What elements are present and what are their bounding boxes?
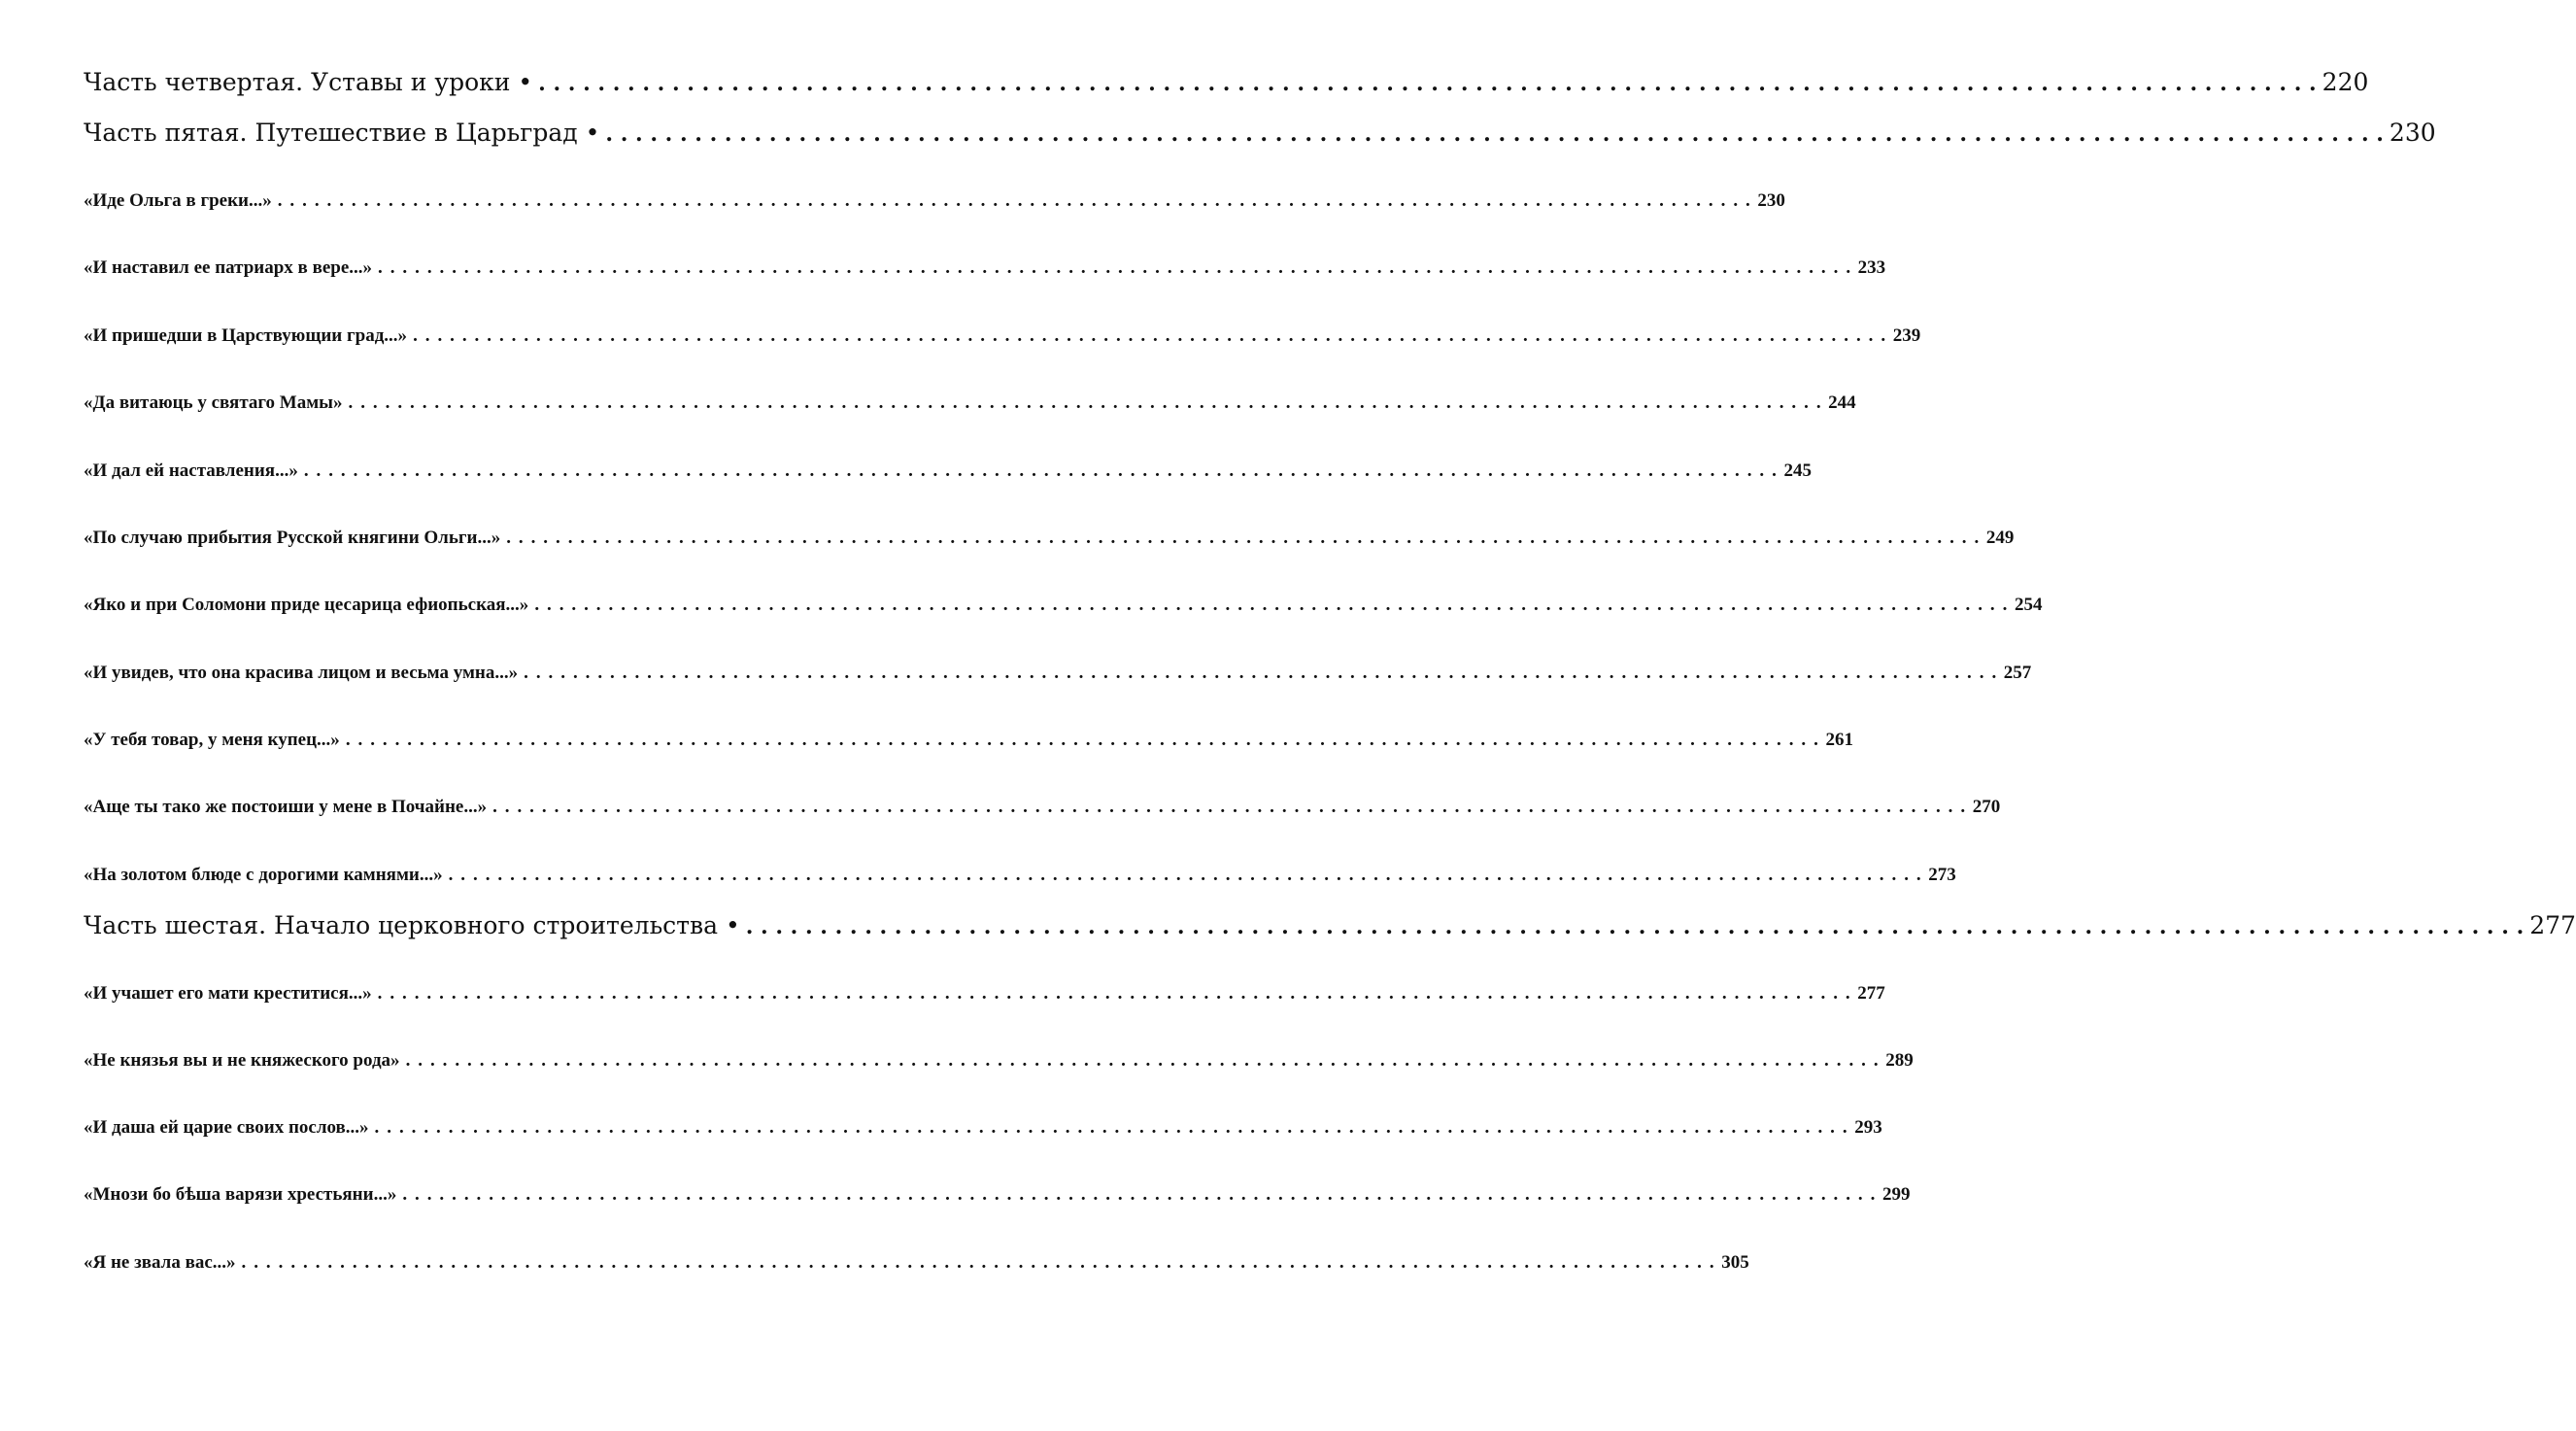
- toc-part-entry: [84, 911, 2576, 939]
- dot-leader: . . . . . . . . . . . . . . . . . . . . . . . . . . . . . . . . . . . . . . . . . . . . . . . . . . . . . . . . . . . . . . . . . . . . . . . . . . . . . . . . . . . . . . . . . . . . . . . . . . . . . . . . . . . . . . . . . . . . . . . .: [303, 460, 1779, 481]
- toc-chapter-entry: [84, 528, 2015, 549]
- toc-entry-title: «Яко и при Соломони приде цесарица ефиопьская...»: [84, 595, 529, 615]
- toc-entry-title: «И увидев, что она красива лицом и весьма умна...»: [84, 663, 519, 683]
- toc-chapter-entry: [84, 460, 1812, 482]
- toc-entry-page: 257: [2003, 663, 2032, 683]
- toc-chapter-entry: [84, 1252, 1749, 1274]
- toc-entry-title: Часть шестая. Начало церковного строительства •: [84, 911, 740, 939]
- dot-leader: . . . . . . . . . . . . . . . . . . . . . . . . . . . . . . . . . . . . . . . . . . . . . . . . . . . . . . . . . . . . . . . . . . . . . . . . . . . . . . . . . . . . . . . . . . . . . . . . . . . . . . . . . . . . . . . . . . . . . . . .: [492, 797, 1967, 817]
- toc-chapter-entry: [84, 392, 1856, 414]
- toc-entry-title: «И пришедши в Царствующии град...»: [84, 325, 408, 346]
- dot-leader: . . . . . . . . . . . . . . . . . . . . . . . . . . . . . . . . . . . . . . . . . . . . . . . . . . . . . . . . . . . . . . . . . . . . . . . . . . . . . . . . . . . . . . . . . . . . . . . . . . . . . . . . . . . . . . . . . . . . . . . .: [348, 392, 1823, 413]
- toc-entry-title: «Иде Ольга в греки...»: [84, 190, 272, 211]
- dot-leader: . . . . . . . . . . . . . . . . . . . . . . . . . . . . . . . . . . . . . . . . . . . . . . . . . . . . . . . . . . . . . . . . . . . . . . . . . . . . . . . . . . . . . . . . . . . . . . . . . . . . . . . . . . . . . . . . . . . . . . . .: [448, 865, 1923, 885]
- toc-part-entry: [84, 68, 2369, 96]
- toc-entry-page: 270: [1972, 797, 2001, 817]
- toc-entry-page: 289: [1885, 1050, 1914, 1071]
- dot-leader: . . . . . . . . . . . . . . . . . . . . . . . . . . . . . . . . . . . . . . . . . . . . . . . . . . . . . . . . . . . . . . . . . . . . . . . . . . . . . . . . . . . . . . . . . . . . . . . . . . . . . . . . . . . . . . . . . . . . . . . .: [345, 730, 1820, 750]
- toc-entry-page: 293: [1854, 1117, 1882, 1138]
- toc-entry-title: «И дал ей наставления...»: [84, 460, 298, 481]
- toc-entry-page: 273: [1928, 865, 1956, 885]
- toc-entry-page: 261: [1825, 730, 1853, 750]
- toc-entry-title: «И наставил ее патриарх в вере...»: [84, 257, 373, 278]
- dot-leader: . . . . . . . . . . . . . . . . . . . . . . . . . . . . . . . . . . . . . . . . . . . . . . . . . . . . . . . . . . . . . . . . . . . . . . . . . . . . . . . . . . . . . . . . . . . . . . . . . . . . . . . . . . . . . . . . . . . . . . . .: [405, 1050, 1881, 1071]
- toc-entry-title: «На золотом блюде с дорогими камнями...»: [84, 865, 443, 885]
- toc-entry-page: 233: [1857, 257, 1886, 278]
- toc-chapter-entry: [84, 595, 2043, 616]
- dot-leader: . . . . . . . . . . . . . . . . . . . . . . . . . . . . . . . . . . . . . . . . . . . . . . . . . . . . . . . . . . . . . . . . . . . . . . . . . . . . . . . . . . . . . . . . . . . . . . . . . . . . . . . . . . . . . . . . . . . . . . . .: [413, 325, 1887, 346]
- toc-entry-page: 230: [1757, 190, 1785, 211]
- dot-leader: . . . . . . . . . . . . . . . . . . . . . . . . . . . . . . . . . . . . . . . . . . . . . . . . . . . . . . . . . . . . . . . . . . . . . . . . . . . . . . . . . . . . . . . . . . . . . . . . . . . . . . . . . . . . . . . . . . . . . . . .: [241, 1252, 1716, 1273]
- toc-entry-title: «Да витаюць у святаго Мамы»: [84, 392, 343, 413]
- toc-chapter-entry: [84, 983, 1885, 1005]
- toc-chapter-entry: [84, 730, 1853, 751]
- toc-chapter-entry: [84, 325, 1921, 347]
- toc-chapter-entry: [84, 1184, 1911, 1206]
- toc-entry-title: «Мнози бо бѣша варязи хрестьяни...»: [84, 1184, 397, 1205]
- toc-entry-title: «И учашет его мати креститися...»: [84, 983, 372, 1004]
- toc-chapter-entry: [84, 865, 1956, 886]
- dot-leader: . . . . . . . . . . . . . . . . . . . . . . . . . . . . . . . . . . . . . . . . . . . . . . . . . . . . . . . . . . . . . . . . . . . . . . . . . . . . . . . . . . . . . . . . . . . . . . . . . . . . . . . . . . . . . . . . . . . . . . . .: [374, 1117, 1849, 1138]
- toc-part-entry: [84, 119, 2436, 147]
- dot-leader: . . . . . . . . . . . . . . . . . . . . . . . . . . . . . . . . . . . . . . . . . . . . . . . . . . . . . . . . . . . . . . . . . . . . . . . . . . . . . . . . . . . . . . . . . . . . . . . . . . . . . . . . . . . . . . . . . . . . . . . .: [506, 528, 1981, 548]
- toc-chapter-entry: [84, 663, 2032, 684]
- dot-leader: . . . . . . . . . . . . . . . . . . . . . . . . . . . . . . . . . . . . . . . . . . . . . . . . . . . . . . . . . . . . . . . . . . . . . . . . . . . . . . . . . . . . . . . . . . . . . . . . . . . . . . . . . . . . . . . . . . . . . . . .: [402, 1184, 1877, 1205]
- dot-leader: . . . . . . . . . . . . . . . . . . . . . . . . . . . . . . . . . . . . . . . . . . . . . . . . . . . . . . . . . . . . . . . . . . . . . . . . . . . . . . . . . . . . . . . . . . . . . . . . . . . . . . . . . . . . . . . . . . . . . . . .: [538, 71, 2317, 96]
- toc-chapter-entry: [84, 190, 1785, 212]
- toc-entry-title: «По случаю прибытия Русской княгини Ольги...»: [84, 528, 501, 548]
- toc-entry-page: 244: [1828, 392, 1856, 413]
- toc-entry-page: 249: [1985, 528, 2015, 548]
- toc-entry-title: «Не князья вы и не княжеского рода»: [84, 1050, 400, 1071]
- toc-chapter-entry: [84, 797, 2001, 818]
- toc-entry-page: 277: [2529, 911, 2576, 939]
- toc-entry-page: 277: [1857, 983, 1885, 1004]
- dot-leader: . . . . . . . . . . . . . . . . . . . . . . . . . . . . . . . . . . . . . . . . . . . . . . . . . . . . . . . . . . . . . . . . . . . . . . . . . . . . . . . . . . . . . . . . . . . . . . . . . . . . . . . . . . . . . . . . . . . . . . . .: [605, 121, 2384, 147]
- toc-entry-title: Часть пятая. Путешествие в Царьград •: [84, 119, 600, 147]
- dot-leader: . . . . . . . . . . . . . . . . . . . . . . . . . . . . . . . . . . . . . . . . . . . . . . . . . . . . . . . . . . . . . . . . . . . . . . . . . . . . . . . . . . . . . . . . . . . . . . . . . . . . . . . . . . . . . . . . . . . . . . . .: [524, 663, 1998, 683]
- toc-entry-title: «И даша ей царие своих послов...»: [84, 1117, 369, 1138]
- toc-entry-page: 220: [2322, 68, 2369, 96]
- dot-leader: . . . . . . . . . . . . . . . . . . . . . . . . . . . . . . . . . . . . . . . . . . . . . . . . . . . . . . . . . . . . . . . . . . . . . . . . . . . . . . . . . . . . . . . . . . . . . . . . . . . . . . . . . . . . . . . . . . . . . . . .: [745, 914, 2525, 939]
- toc-entry-page: 299: [1881, 1184, 1911, 1205]
- dot-leader: . . . . . . . . . . . . . . . . . . . . . . . . . . . . . . . . . . . . . . . . . . . . . . . . . . . . . . . . . . . . . . . . . . . . . . . . . . . . . . . . . . . . . . . . . . . . . . . . . . . . . . . . . . . . . . . . . . . . . . . .: [534, 595, 2009, 615]
- toc-chapter-entry: [84, 1117, 1882, 1139]
- toc-entry-title: Часть четвертая. Уставы и уроки •: [84, 68, 533, 96]
- toc-entry-title: «У тебя товар, у меня купец...»: [84, 730, 340, 750]
- dot-leader: . . . . . . . . . . . . . . . . . . . . . . . . . . . . . . . . . . . . . . . . . . . . . . . . . . . . . . . . . . . . . . . . . . . . . . . . . . . . . . . . . . . . . . . . . . . . . . . . . . . . . . . . . . . . . . . . . . . . . . . .: [378, 257, 1852, 278]
- toc-entry-page: 239: [1892, 325, 1921, 346]
- toc-chapter-entry: [84, 257, 1886, 279]
- dot-leader: . . . . . . . . . . . . . . . . . . . . . . . . . . . . . . . . . . . . . . . . . . . . . . . . . . . . . . . . . . . . . . . . . . . . . . . . . . . . . . . . . . . . . . . . . . . . . . . . . . . . . . . . . . . . . . . . . . . . . . . .: [277, 190, 1752, 211]
- dot-leader: . . . . . . . . . . . . . . . . . . . . . . . . . . . . . . . . . . . . . . . . . . . . . . . . . . . . . . . . . . . . . . . . . . . . . . . . . . . . . . . . . . . . . . . . . . . . . . . . . . . . . . . . . . . . . . . . . . . . . . . .: [377, 983, 1852, 1004]
- toc-chapter-entry: [84, 1050, 1914, 1072]
- toc-entry-page: 245: [1783, 460, 1812, 481]
- toc-entry-title: «Аще ты тако же постоиши у мене в Почайне...»: [84, 797, 488, 817]
- toc-entry-page: 305: [1721, 1252, 1749, 1273]
- toc-entry-title: «Я не звала вас...»: [84, 1252, 236, 1273]
- toc-entry-page: 254: [2014, 595, 2043, 615]
- toc-entry-page: 230: [2389, 119, 2436, 147]
